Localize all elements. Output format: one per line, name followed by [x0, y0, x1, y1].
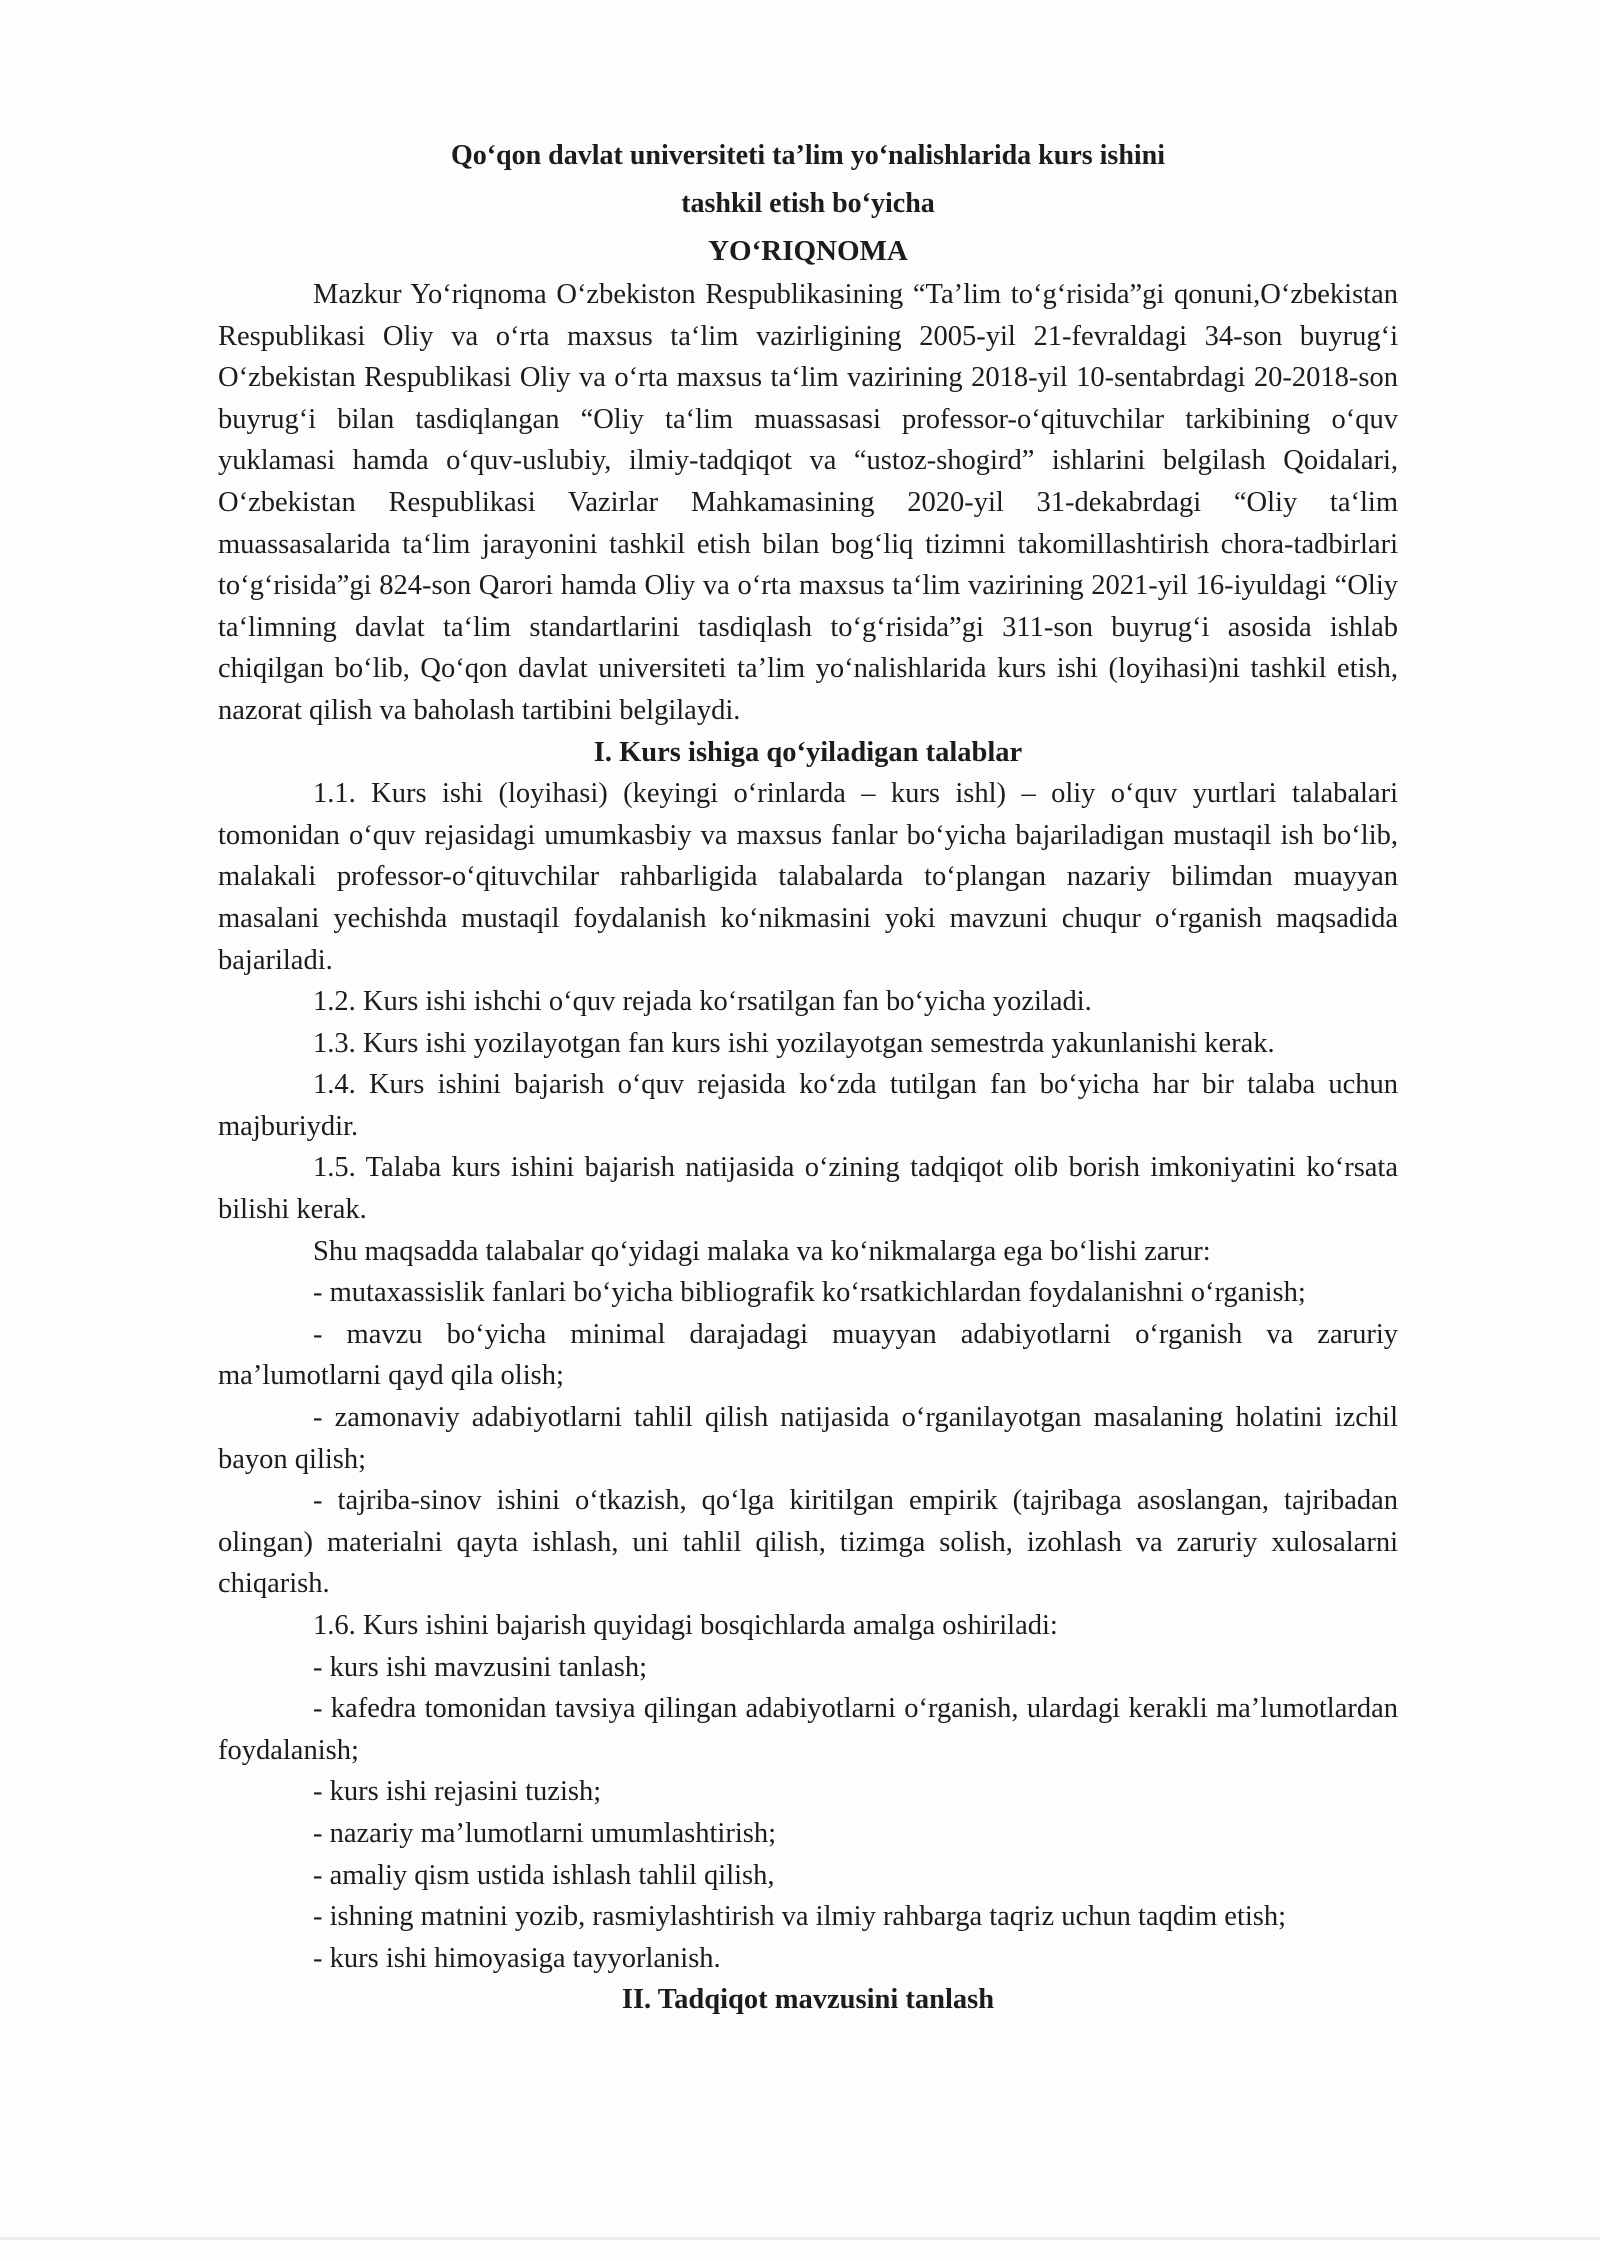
paragraph-1-5: 1.5. Talaba kurs ishini bajarish natijasida o‘zining tadqiqot olib borish imkoniyatini ko‘rsata bilishi kerak.	[218, 1152, 1398, 1226]
stage-item: - nazariy ma’lumotlarni umumlashtirish;	[313, 1817, 777, 1849]
skill-item: - mutaxassislik fanlari bo‘yicha bibliografik ko‘rsatkichlardan foydalanishni o‘rganish;	[313, 1277, 1306, 1309]
intro-paragraph: Mazkur Yo‘riqnoma O‘zbekiston Respublikasining “Ta’lim to‘g‘risida”gi qonuni,O‘zbekistan Respublikasi Oliy va o‘rta maxsus ta‘lim vazirligining 2005-yil 21-fevraldagi 34-son buyrug‘i O‘zbekistan Respublikasi Oliy va o‘rta maxsus ta‘lim vazirining 2018-yil 10-sentabrdagi 20-2018-son buyrug‘i bilan tasdiqlangan “Oliy ta‘lim muassasasi professor-o‘qituvchilar tarkibining o‘quv yuklamasi hamda o‘quv-uslubiy, ilmiy-tadqiqot va “ustoz-shogird” ishlarini belgilash Qoidalari, O‘zbekistan Respublikasi Vazirlar Mahkamasining 2020-yil 31-dekabrdagi “Oliy ta‘lim muassasalarida ta‘lim jarayonini tashkil etish bilan bog‘liq tizimni takomillashtirish chora-tadbirlari to‘g‘risida”gi 824-son Qarori hamda Oliy va o‘rta maxsus ta‘lim vazirining 2021-yil 16-iyuldagi “Oliy ta‘limning davlat ta‘lim standartlarini tasdiqlash to‘g‘risida”gi 311-son buyrug‘i asosida ishlab chiqilgan bo‘lib, Qo‘qon davlat universiteti ta’lim yo‘nalishlarida kurs ishi (loyihasi)ni tashkil etish, nazorat qilish va baholash tartibini belgilaydi.	[218, 279, 1398, 726]
paragraph-1-3: 1.3. Kurs ishi yozilayotgan fan kurs ishi yozilayotgan semestrda yakunlanishi kerak.	[313, 1027, 1275, 1059]
document-title-line1: Qo‘qon davlat universiteti ta’lim yo‘nalishlarida kurs ishini	[450, 140, 1166, 171]
skill-item: - zamonaviy adabiyotlarni tahlil qilish natijasida o‘rganilayotgan masalaning holatini izchil bayon qilish;	[218, 1402, 1398, 1475]
stage-item: - kurs ishi himoyasiga tayyorlanish.	[313, 1942, 721, 1974]
paragraph-1-1: 1.1. Kurs ishi (loyihasi) (keyingi o‘rinlarda – kurs ishl) – oliy o‘quv yurtlari talabalari tomonidan o‘quv rejasidagi umumkasbiy va maxsus fanlar bo‘yicha bajariladigan mustaqil ish bo‘lib, malakali professor-o‘qituvchilar rahbarligida talabalarda to‘plangan nazariy bilimdan muayyan masalani yechishda mustaqil foydalanish ko‘nikmasini yoki mavzuni chuqur o‘rganish maqsadida bajariladi.	[218, 778, 1398, 976]
document-body	[218, 132, 1398, 2021]
document-title-line2: tashkil etish bo‘yicha	[681, 188, 935, 219]
paragraph-1-2: 1.2. Kurs ishi ishchi o‘quv rejada ko‘rsatilgan fan bo‘yicha yoziladi.	[313, 986, 1092, 1018]
stage-item: - kurs ishi mavzusini tanlash;	[313, 1651, 648, 1683]
stage-item: - amaliy qism ustida ishlash tahlil qilish,	[313, 1859, 775, 1891]
skills-intro: Shu maqsadda talabalar qo‘yidagi malaka va ko‘nikmalarga ega bo‘lishi zarur:	[313, 1235, 1211, 1267]
paragraph-1-4: 1.4. Kurs ishini bajarish o‘quv rejasida ko‘zda tutilgan fan bo‘yicha har bir talaba uchun majburiydir.	[218, 1069, 1398, 1142]
stage-item: - kurs ishi rejasini tuzish;	[313, 1776, 602, 1808]
skill-item: - tajriba-sinov ishini o‘tkazish, qo‘lga kiritilgan empirik (tajribaga asoslangan, tajribadan olingan) materialni qayta ishlash, uni tahlil qilish, tizimga solish, izohlash va zaruriy xulosalarni chiqarish.	[218, 1485, 1398, 1600]
scan-edge-line	[0, 2237, 1600, 2240]
stage-item: - ishning matnini yozib, rasmiylashtirish va ilmiy rahbarga taqriz uchun taqdim etish;	[313, 1901, 1287, 1933]
skill-item: - mavzu bo‘yicha minimal darajadagi muayyan adabiyotlarni o‘rganish va zaruriy ma’lumotlarni qayd qila olish;	[218, 1318, 1398, 1392]
section-heading-1: I. Kurs ishiga qo‘yiladigan talablar	[593, 736, 1023, 768]
section-heading-2: II. Tadqiqot mavzusini tanlash	[621, 1984, 995, 2016]
paragraph-1-6: 1.6. Kurs ishini bajarish quyidagi bosqichlarda amalga oshiriladi:	[313, 1610, 1058, 1641]
stage-item: - kafedra tomonidan tavsiya qilingan adabiyotlarni o‘rganish, ulardagi kerakli ma’lumotlardan foydalanish;	[218, 1693, 1398, 1766]
document-title-main: YO‘RIQNOMA	[708, 235, 908, 267]
